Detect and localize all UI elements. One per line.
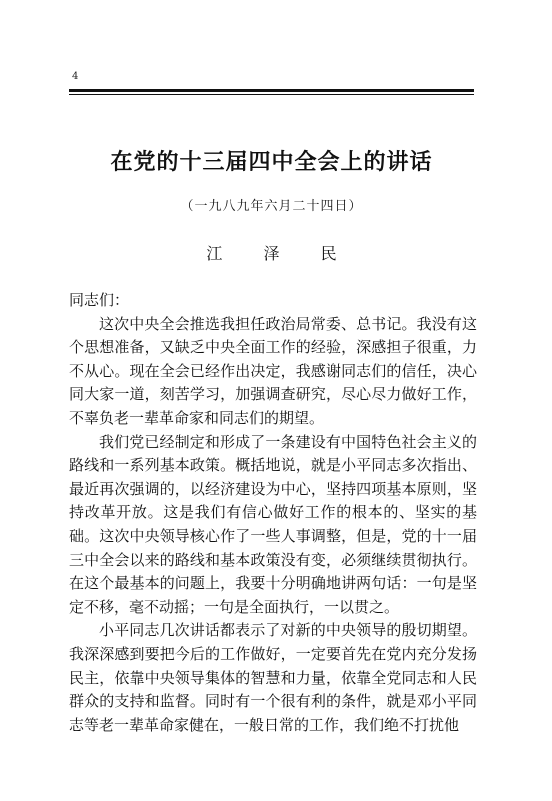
paragraph-2: 我们党已经制定和形成了一条建设有中国特色社会主义的路线和一系列基本政策。概括地说，就是小平同志多次指出、最近再次强调的，以经济建设为中心，坚持四项基本原则，坚持改革开放。这是我们有信心做好工作的根本的、坚实的基础。这次中央领导核心作了一些人事调整，但是，党的十一届三中全会以来的路线和基本政策没有变，必须继续贯彻执行。在这个最基本的问题上，我要十分明确地讲两句话：一句是坚定不移，毫不动摇；一句是全面执行，一以贯之。	[69, 432, 477, 616]
header-rule-thick	[69, 89, 474, 92]
page-title: 在党的十三届四中全会上的讲话	[110, 150, 433, 175]
speech-date: （一九八九年六月二十四日）	[180, 199, 363, 214]
header-rule-thin	[69, 94, 474, 95]
author-name: 江 泽 民	[206, 244, 355, 263]
paragraph-1: 这次中央全会推选我担任政治局常委、总书记。我没有这个思想准备，又缺乏中央全面工作的经验，深感担子很重，力不从心。现在全会已经作出决定，我感谢同志们的信任，决心同大家一道，刻苦学习，加强调查研究，尽心尽力做好工作，不辜负老一辈革命家和同志们的期望。	[69, 314, 477, 427]
salutation: 同志们：	[69, 291, 130, 309]
body-text	[69, 289, 477, 737]
page-number: 4	[72, 71, 79, 82]
paragraph-3: 小平同志几次讲话都表示了对新的中央领导的殷切期望。我深深感到要把今后的工作做好，一定要首先在党内充分发扬民主，依靠中央领导集体的智慧和力量，依靠全党同志和人民群众的支持和监督。同时有一个很有利的条件，就是邓小平同志等老一辈革命家健在，一般日常的工作，我们绝不打扰他	[69, 621, 477, 734]
